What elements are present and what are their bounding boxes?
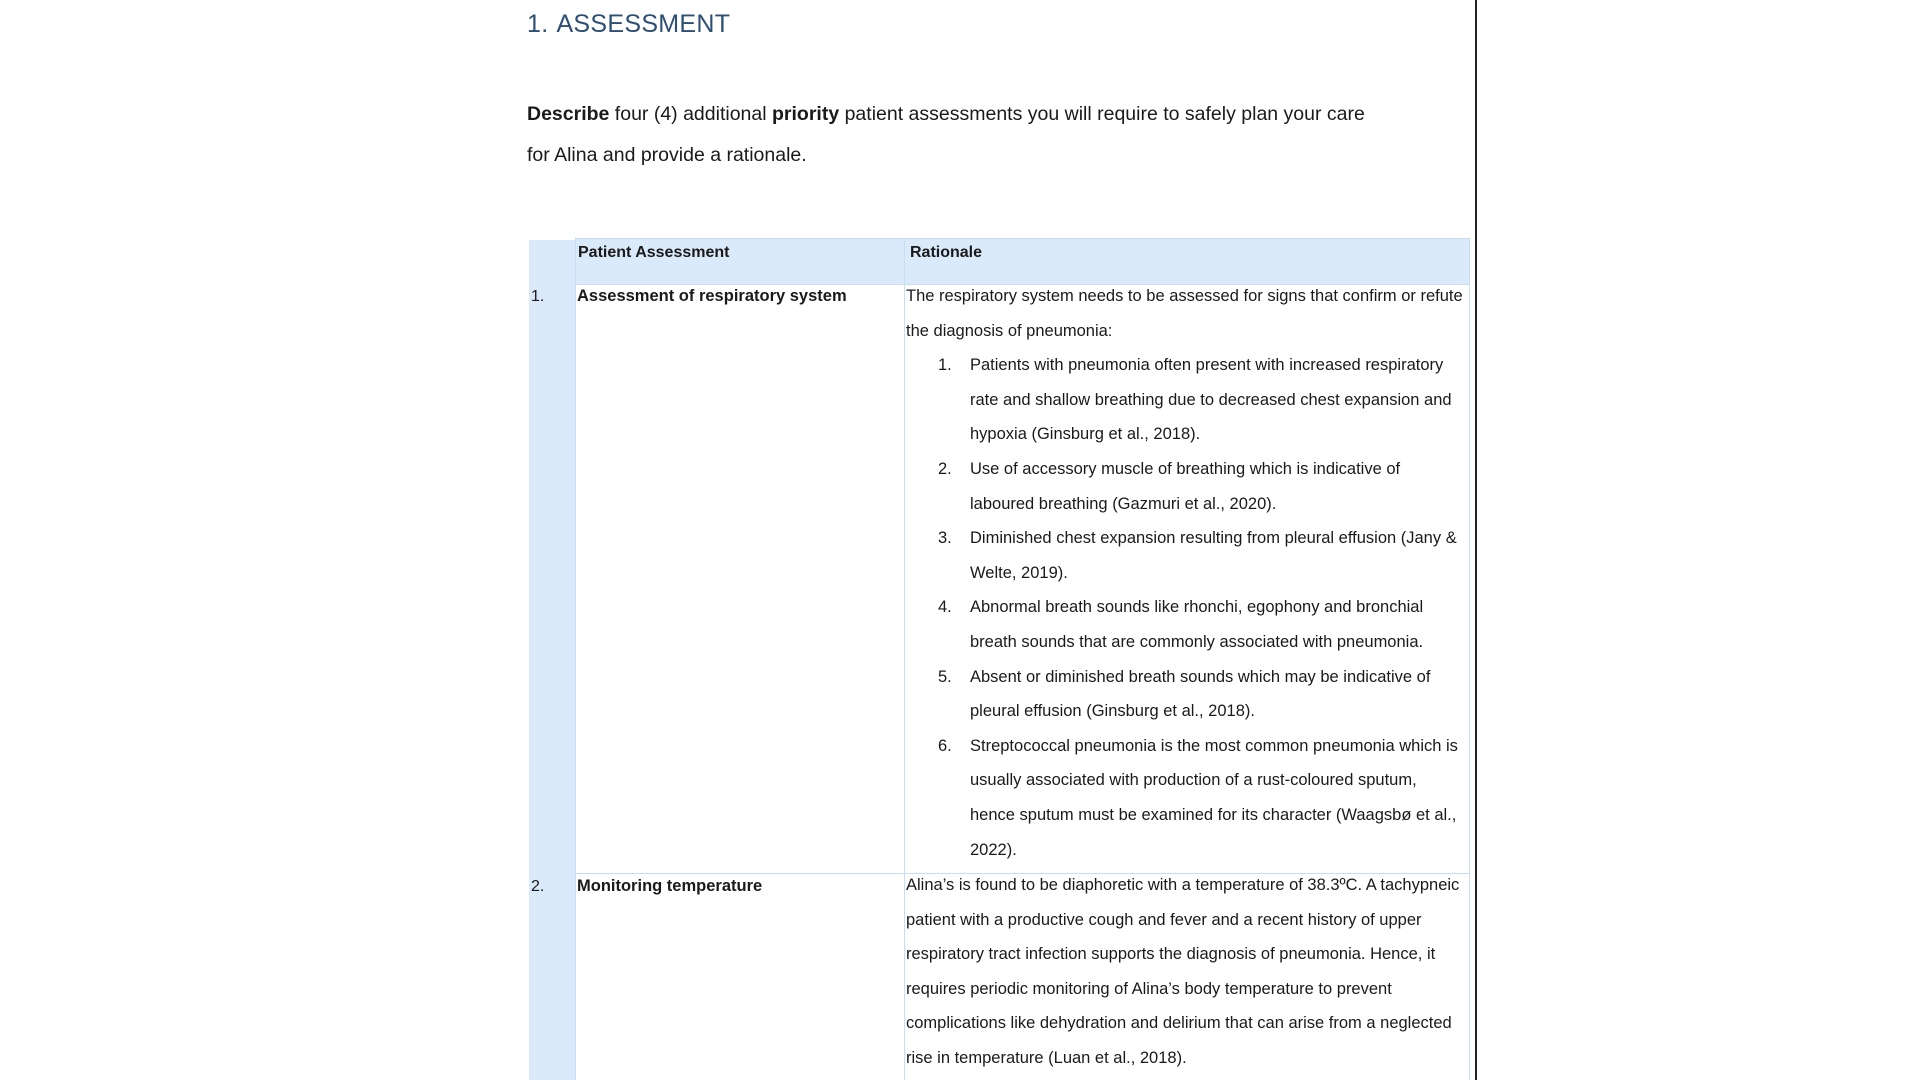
row-number: 1.: [531, 288, 545, 305]
rationale-intro: The respiratory system needs to be assessed for signs that confirm or refute the diagnosis of pneumonia:: [906, 287, 1463, 340]
table-divider: [575, 238, 576, 1080]
header-rationale: Rationale: [910, 244, 983, 261]
list-item-text: Absent or diminished breath sounds which may be indicative of pleural effusion (Ginsburg et al., 2018).: [970, 667, 1431, 721]
question-prompt: [527, 94, 1427, 175]
row-assessment-title: Monitoring temperature: [577, 877, 763, 895]
list-item: [906, 729, 1466, 867]
row-rationale: [906, 279, 1466, 867]
prompt-text-1: four (4) additional: [609, 103, 772, 125]
header-patient-assessment: Patient Assessment: [578, 244, 730, 261]
rationale-list: [906, 348, 1466, 867]
prompt-text-2: patient assessments you will require to safely plan your care: [839, 103, 1365, 125]
section-heading: [527, 10, 730, 39]
list-item-text: Abnormal breath sounds like rhonchi, egophony and bronchial breath sounds that are commonly associated with pneumonia.: [970, 598, 1424, 651]
table-number-column: [529, 240, 575, 1080]
prompt-bold-priority: priority: [771, 103, 840, 125]
prompt-bold-describe: Describe: [527, 103, 610, 125]
page-border: [1475, 0, 1477, 1080]
list-item-text: Use of accessory muscle of breathing which is indicative of laboured breathing (Gazmuri et al., 2020).: [970, 459, 1401, 513]
section-number: 1.: [527, 10, 549, 38]
row-number: 2.: [531, 878, 545, 895]
list-item: [906, 660, 1466, 729]
list-item-number: 1.: [938, 356, 952, 375]
list-item-number: 2.: [938, 459, 952, 478]
row-assessment-title: Assessment of respiratory system: [577, 287, 847, 305]
list-item-number: 4.: [938, 598, 952, 617]
row-rationale: [906, 868, 1466, 1076]
rationale-text: Alina’s is found to be diaphoretic with a temperature of 38.3ºC. A tachypneic patient with a productive cough and fever and a recent history of upper respiratory tract infection supports the diagnosis of pneumonia. Hence, it requires periodic monitoring of Alina’s body temperature to prevent complications like dehydration and delirium that can arise from a neglected rise in temperature (Luan et al., 2018).: [906, 876, 1460, 1067]
section-title: ASSESSMENT: [556, 10, 731, 38]
table-divider: [904, 238, 905, 1080]
list-item: [906, 521, 1466, 590]
list-item-text: Diminished chest expansion resulting from pleural effusion (Jany & Welte, 2019).: [970, 529, 1457, 582]
table-divider: [1469, 238, 1470, 1080]
list-item: [906, 590, 1466, 659]
prompt-line-2: for Alina and provide a rationale.: [527, 143, 807, 166]
list-item-number: 5.: [938, 667, 952, 686]
list-item-text: Streptococcal pneumonia is the most common pneumonia which is usually associated with production of a rust-coloured sputum, hence sputum must be examined for its character (Waagsbø et al., 2022).: [970, 736, 1458, 859]
list-item: [906, 348, 1466, 452]
list-item: [906, 452, 1466, 521]
list-item-number: 3.: [938, 529, 952, 548]
list-item-text: Patients with pneumonia often present with increased respiratory rate and shallow breathing due to decreased chest expansion and hypoxia (Ginsburg et al., 2018).: [970, 356, 1452, 444]
list-item-number: 6.: [938, 736, 952, 755]
